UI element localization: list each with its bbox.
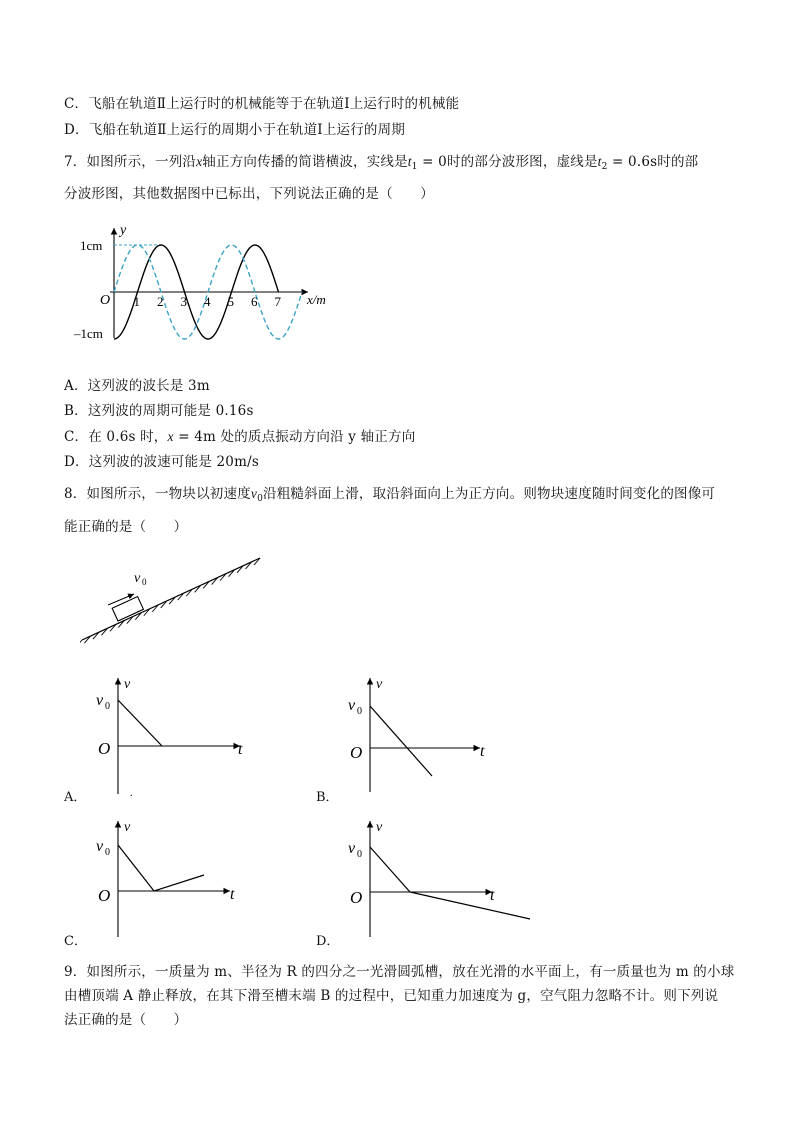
wave-tick-6: 6 bbox=[251, 294, 258, 309]
svg-text:t: t bbox=[230, 886, 235, 903]
svg-text:v: v bbox=[376, 677, 383, 692]
svg-text:v: v bbox=[96, 692, 104, 709]
label-c: C． bbox=[64, 934, 87, 949]
graph-a bbox=[90, 672, 260, 797]
svg-text:v: v bbox=[348, 840, 356, 857]
q7-option-d: D．这列波的波速可能是 20m/s bbox=[64, 454, 259, 470]
wave-y-label: y bbox=[120, 223, 127, 238]
graph-b bbox=[342, 672, 512, 797]
label-d: D． bbox=[316, 934, 340, 949]
svg-text:0: 0 bbox=[105, 847, 110, 858]
wave-origin: O bbox=[100, 293, 111, 308]
q8-stem-line2: 能正确的是（ ） bbox=[64, 519, 188, 535]
q7-option-c: C．在 0.6s 时，x = 4m 处的质点振动方向沿 y 轴正方向 bbox=[64, 429, 416, 445]
q7-option-b: B．这列波的周期可能是 0.16s bbox=[64, 403, 254, 419]
svg-text:0: 0 bbox=[142, 577, 147, 587]
svg-text:O: O bbox=[98, 739, 111, 758]
block bbox=[112, 597, 143, 621]
svg-text:O: O bbox=[350, 888, 363, 907]
svg-text:.: . bbox=[130, 788, 133, 797]
wave-tick-1: 1 bbox=[133, 294, 140, 309]
svg-text:0: 0 bbox=[357, 706, 362, 717]
q7-stem-line2: 分波形图，其他数据图中已标出，下列说法正确的是（ ） bbox=[64, 186, 434, 202]
svg-text:O: O bbox=[350, 743, 363, 762]
q9-line3: 法正确的是（ ） bbox=[64, 1012, 188, 1028]
wave-amp-pos: 1cm bbox=[80, 238, 103, 253]
svg-text:v: v bbox=[376, 820, 383, 835]
svg-text:v: v bbox=[96, 838, 104, 855]
wave-tick-2: 2 bbox=[157, 294, 164, 309]
svg-text:0: 0 bbox=[357, 849, 362, 860]
wave-x-label: x/m bbox=[307, 292, 326, 307]
q6-option-c: C．飞船在轨道Ⅱ上运行时的机械能等于在轨道Ⅰ上运行时的机械能 bbox=[64, 96, 460, 112]
svg-text:v: v bbox=[348, 697, 356, 714]
graph-d bbox=[342, 815, 542, 940]
svg-text:0: 0 bbox=[105, 701, 110, 712]
incline-diagram bbox=[80, 552, 265, 647]
svg-text:v: v bbox=[124, 677, 131, 692]
label-b: B． bbox=[316, 790, 339, 805]
wave-amp-neg: –1cm bbox=[74, 326, 103, 341]
graph-c bbox=[90, 815, 260, 940]
wave-tick-4: 4 bbox=[204, 294, 211, 309]
wave-tick-3: 3 bbox=[180, 294, 187, 309]
svg-text:t: t bbox=[490, 887, 495, 904]
label-a: A． bbox=[64, 790, 87, 805]
svg-text:t: t bbox=[238, 741, 243, 758]
wave-tick-5: 5 bbox=[227, 294, 234, 309]
wave-tick-7: 7 bbox=[274, 294, 281, 309]
wave-graph bbox=[70, 220, 350, 350]
svg-text:v: v bbox=[124, 820, 131, 835]
svg-text:O: O bbox=[98, 886, 111, 905]
q7-stem-line1: 7．如图所示，一列沿x轴正方向传播的简谐横波，实线是$t_1 = 0$时的部分波形图，虚线是$t_2 = 0.6s$时的部 bbox=[64, 154, 699, 172]
q6-option-d: D．飞船在轨道Ⅱ上运行的周期小于在轨道Ⅰ上运行的周期 bbox=[64, 122, 406, 138]
svg-text:v: v bbox=[134, 571, 141, 586]
q7-option-a: A．这列波的波长是 3m bbox=[64, 378, 210, 394]
q8-stem-line1: 8．如图所示，一物块以初速度$v_0$沿粗糙斜面上滑，取沿斜面向上为正方向。则物块速度随时间变化的图像可 bbox=[64, 486, 716, 504]
svg-text:t: t bbox=[480, 743, 485, 760]
q9-line2: 由槽顶端 A 静止释放，在其下滑至槽末端 B 的过程中，已知重力加速度为 g，空气阻力忽略不计。则下列说 bbox=[64, 988, 719, 1004]
q9-line1: 9．如图所示，一质量为 m、半径为 R 的四分之一光滑圆弧槽，放在光滑的水平面上，有一质量也为 m 的小球 bbox=[64, 964, 735, 980]
